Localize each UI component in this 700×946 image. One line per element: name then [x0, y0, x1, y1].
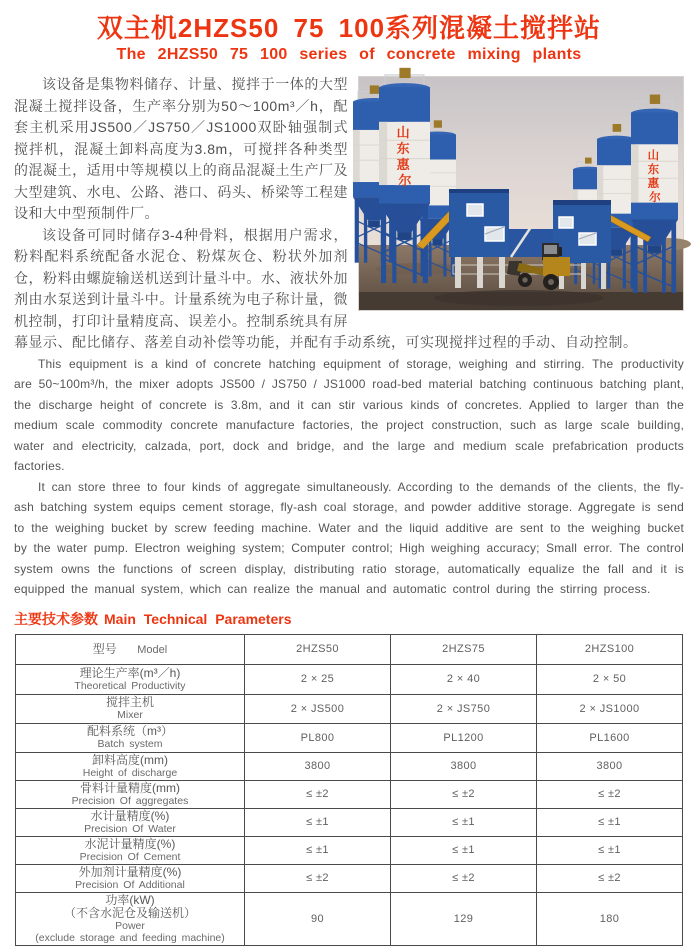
param-value: ≤ ±2 — [245, 864, 391, 892]
param-value: 2 × JS500 — [245, 694, 391, 723]
table-row-aggregate-precision — [16, 780, 683, 808]
param-value: ≤ ±1 — [537, 808, 683, 836]
param-value: ≤ ±1 — [245, 808, 391, 836]
param-label: 卸料高度(mm) Height of discharge — [16, 752, 245, 780]
param-label: 搅拌主机 Mixer — [16, 694, 245, 723]
param-value: 90 — [245, 892, 391, 945]
param-value: 2 × JS1000 — [537, 694, 683, 723]
param-value: ≤ ±1 — [245, 836, 391, 864]
left-silo-brand-text: 山 东 惠 尔 — [396, 125, 412, 188]
section-header-en: Main Technical Parameters — [104, 610, 292, 627]
param-value: 2 × 50 — [537, 664, 683, 694]
param-value: ≤ ±2 — [391, 780, 537, 808]
section-header — [14, 609, 684, 629]
param-label: 水计量精度(%) Precision Of Water — [16, 808, 245, 836]
param-value: ≤ ±2 — [245, 780, 391, 808]
table-row-power — [16, 892, 683, 945]
param-label: 骨料计量精度(mm) Precision Of aggregates — [16, 780, 245, 808]
param-value: ≤ ±2 — [537, 864, 683, 892]
param-label: 理论生产率(m³／h) Theoretical Productivity — [16, 664, 245, 694]
plant-photo — [358, 76, 684, 311]
param-value: 3800 — [537, 752, 683, 780]
section-header-cn: 主要技术参数 — [14, 610, 98, 627]
param-value: ≤ ±1 — [537, 836, 683, 864]
param-value: 180 — [537, 892, 683, 945]
page-title: 双主机2HZS50 75 100系列混凝土搅拌站 — [96, 13, 602, 43]
param-value: 2 × 40 — [391, 664, 537, 694]
plant-photo-illustration — [359, 77, 683, 310]
param-value: 2 × JS750 — [391, 694, 537, 723]
param-value: ≤ ±1 — [391, 808, 537, 836]
param-value: ≤ ±1 — [391, 836, 537, 864]
param-value: PL800 — [245, 723, 391, 752]
param-value: 3800 — [391, 752, 537, 780]
param-value: 2HZS100 — [537, 634, 683, 664]
right-silo-brand-text: 山 东 惠 尔 — [647, 150, 661, 204]
param-label: 功率(kW) （不含水泥仓及输送机） Power (exclude storage and feeding machine) — [16, 892, 245, 945]
param-value: 2 × 25 — [245, 664, 391, 694]
param-value: 2HZS50 — [245, 634, 391, 664]
param-value: 3800 — [245, 752, 391, 780]
paragraph-cn-2: 该设备可同时储存3-4种骨料，根据用户需求，粉料配料系统配备水泥仓、粉煤灰仓、粉状外加剂仓，粉料由螺旋输送机送到计量斗中。水、液状外加剂由水泵送到计量斗中。计量系统为电子称计量，微机控制，打印计量精度高、误差小。控制系统具有屏幕显示、配比储存、落差自动补偿等功能，并配有手动系统，可实现搅拌过程的手动、自动控制。 — [14, 226, 638, 350]
param-value: 129 — [391, 892, 537, 945]
table-row-model — [16, 634, 683, 664]
parameters-table — [15, 634, 683, 946]
param-label: 外加剂计量精度(%) Precision Of Additional — [16, 864, 245, 892]
paragraph-cn-1: 该设备是集物料储存、计量、搅拌于一体的大型混凝土搅拌设备，生产率分别为50～100m³／h，配套主机采用JS500／JS750／JS1000双卧轴强制式搅拌机，混凝土卸料高度为3.8m，可搅拌各种类型的混凝土，适用中等规模以上的商品混凝土生产厂及大型建筑、水电、公路、港口、码头、桥梁等工程建设和大中型预制件厂。 — [14, 76, 348, 221]
param-value: PL1600 — [537, 723, 683, 752]
table-row-mixer — [16, 694, 683, 723]
body-content — [14, 74, 684, 600]
param-label: 水泥计量精度(%) Precision Of Cement — [16, 836, 245, 864]
param-value: ≤ ±2 — [391, 864, 537, 892]
param-label: 配料系统（m³） Batch system — [16, 723, 245, 752]
page-subtitle: The 2HZS50 75 100 series of concrete mixing plants — [116, 46, 582, 63]
paragraph-en-1: This equipment is a kind of concrete hatching equipment of storage, weighing and stirring. The productivity are 50~100m³/h, the mixer adopts JS500 / JS750 / JS1000 road-bed material batching continuous batching plant, the discharge height of concrete is 3.8m, and it can stir various kinds of concretes. Applied to larger than the medium scale commodity concrete manufacture factories, the project construction, such as large scale building, water and electricity, calzada, port, dock and bridge, and the large and medium scale prefabrication products factories. — [14, 356, 684, 473]
table-row-discharge-height — [16, 752, 683, 780]
table-row-batch-system — [16, 723, 683, 752]
table-row-cement-precision — [16, 836, 683, 864]
table-row-water-precision — [16, 808, 683, 836]
table-row-productivity — [16, 664, 683, 694]
paragraph-en-2: It can store three to four kinds of aggregate simultaneously. According to the demands of the clients, the fly-ash batching system equips cement storage, fly-ash coal storage, and powder additive storage. Aggregate is send to the weighing bucket by screw feeding machine. Water and the liquid additive are sent to the weighing bucket by the water pump. Electron weighing system; Computer control; High weighing accuracy; Small error. The control system owns the functions of screen display, distributing ratio storage, automatically equalize the fall and it is equipped the manual system, which can realize the manual and automatic control during the stirring process. — [14, 479, 684, 596]
param-value: PL1200 — [391, 723, 537, 752]
table-row-additive-precision — [16, 864, 683, 892]
param-label: 型号 Model — [16, 634, 245, 664]
param-value: 2HZS75 — [391, 634, 537, 664]
left-mixer-building — [449, 189, 509, 288]
param-value: ≤ ±2 — [537, 780, 683, 808]
